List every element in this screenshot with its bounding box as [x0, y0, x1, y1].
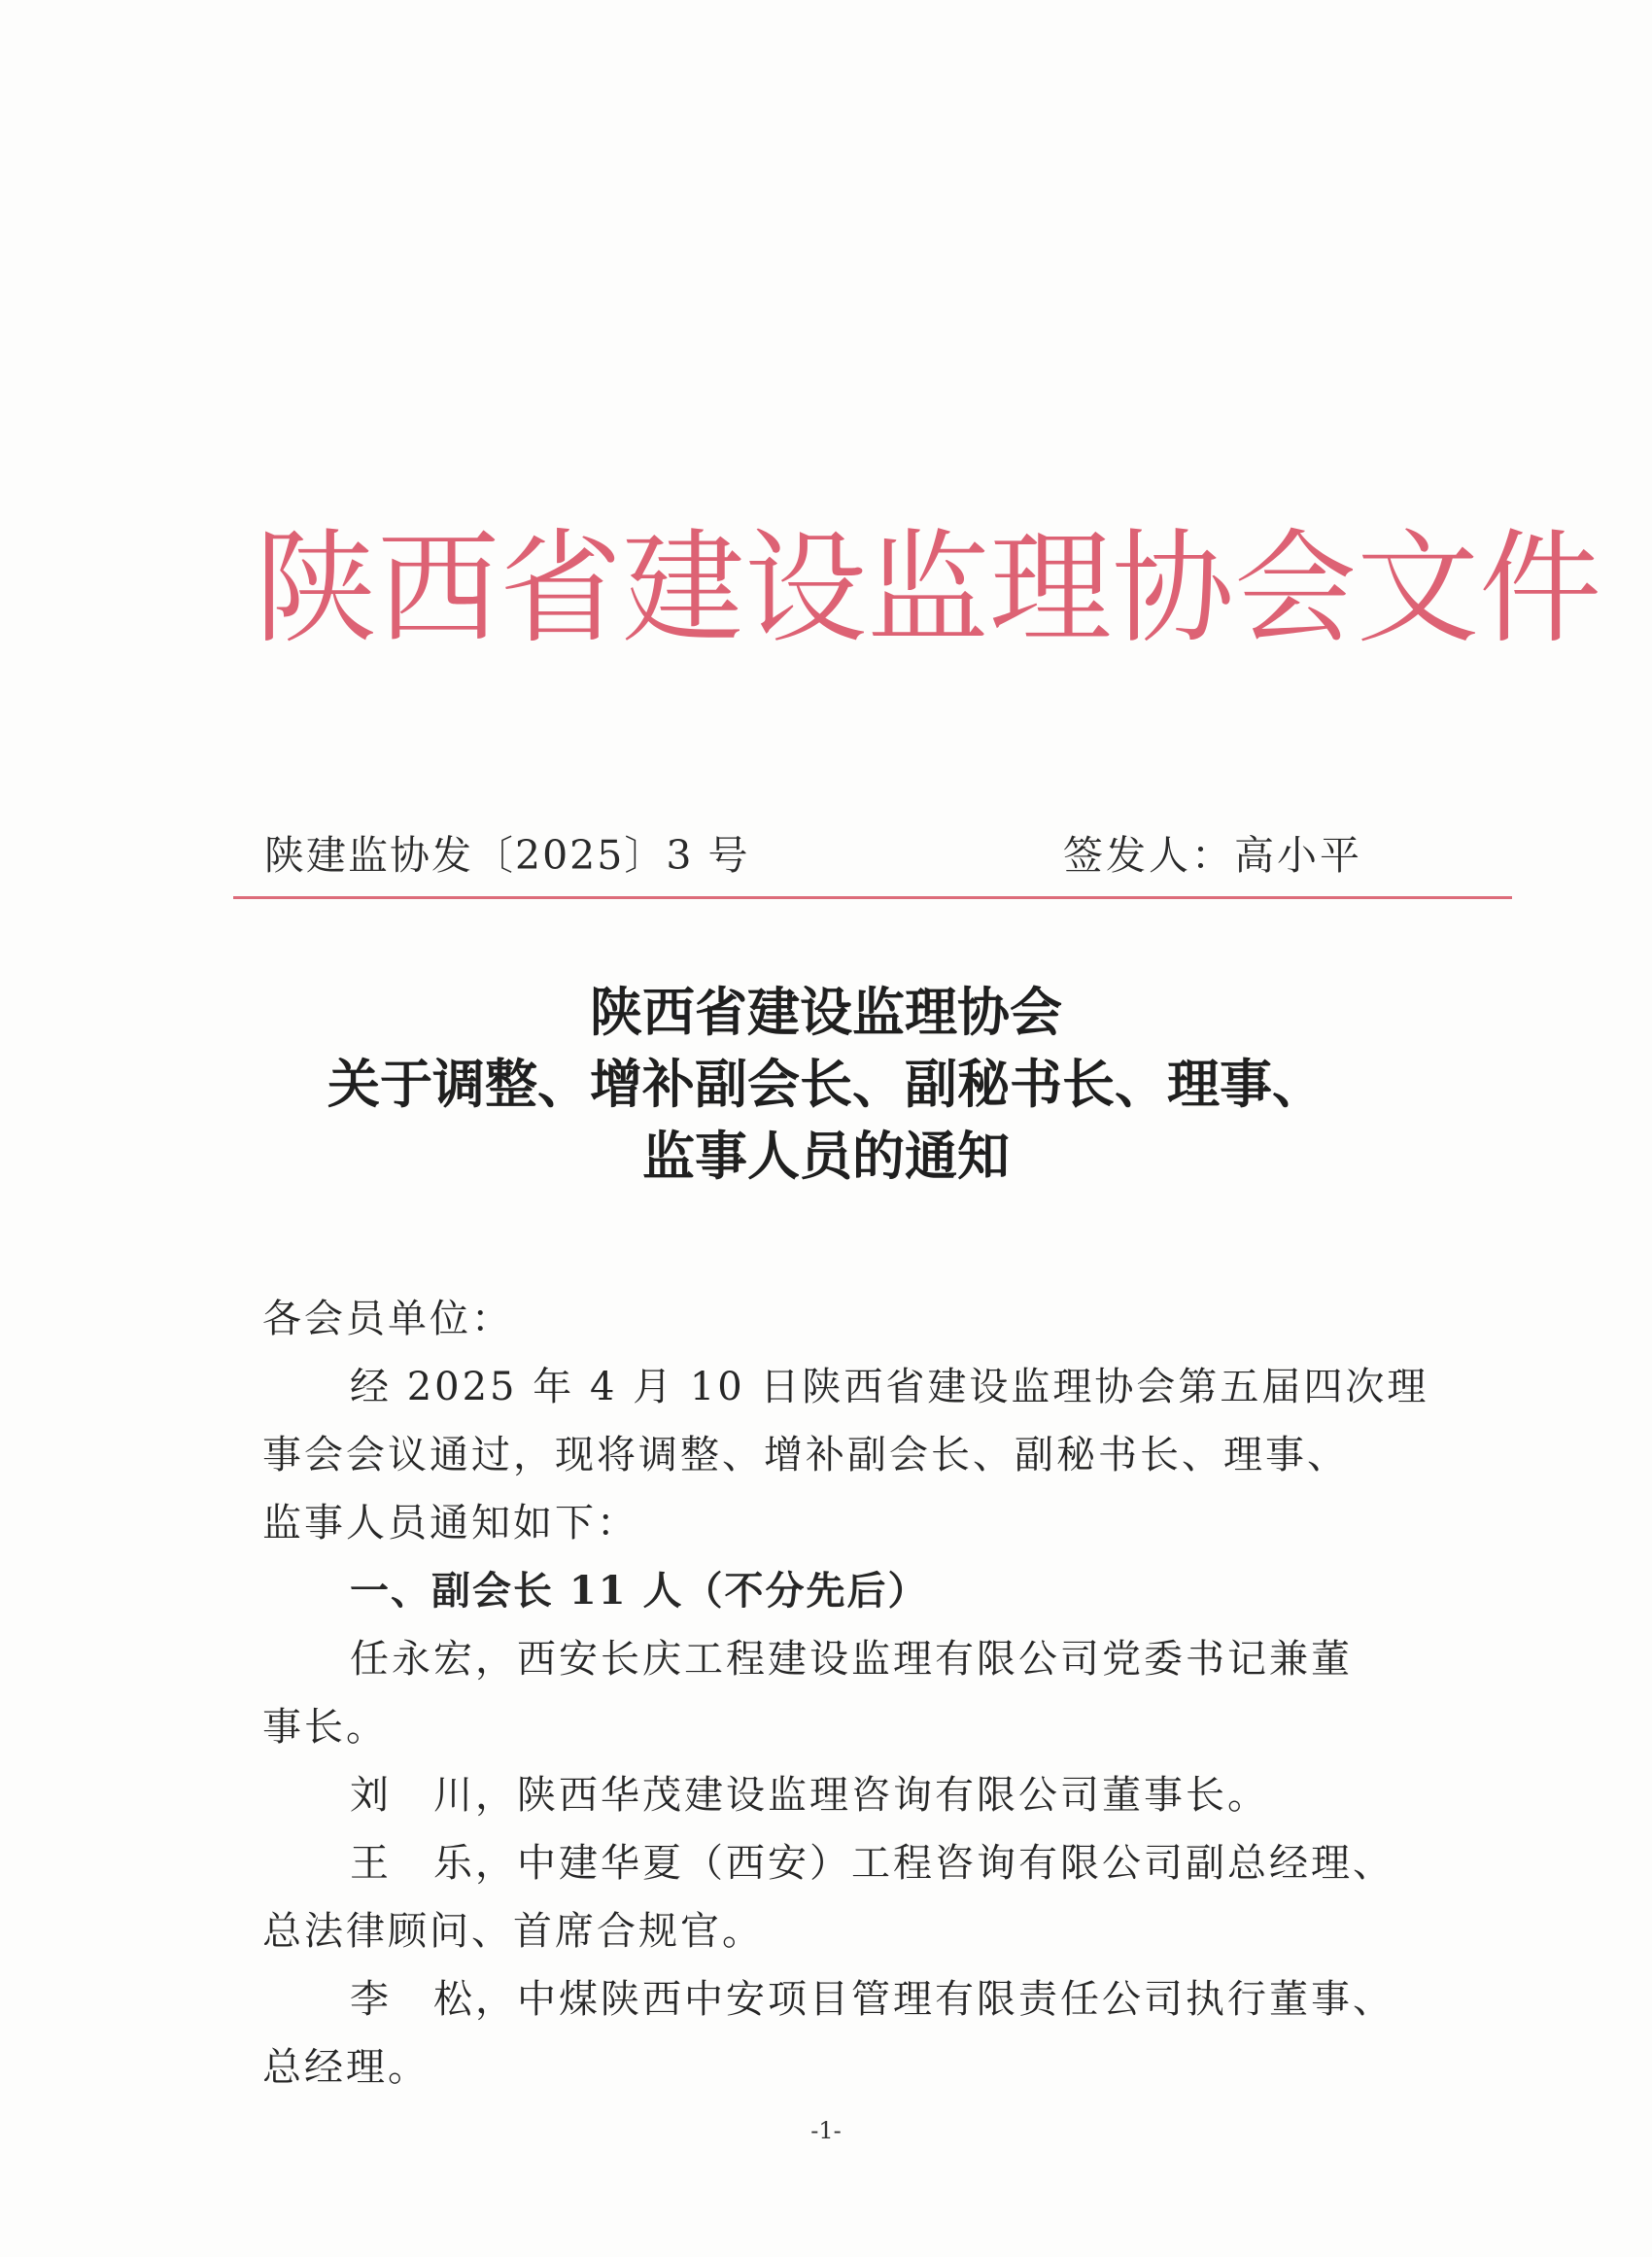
entry-line: 任永宏，西安长庆工程建设监理有限公司党委书记兼董 — [350, 1637, 1353, 1682]
document-number: 陕建监协发〔2025〕3 号 — [264, 832, 750, 879]
masthead-title: 陕西省建设监理协会文件 — [255, 517, 1601, 660]
salutation: 各会员单位： — [262, 1297, 513, 1341]
section-heading: 一、副会长 11 人（不分先后） — [350, 1568, 929, 1614]
intro-line: 经 2025 年 4 月 10 日陕西省建设监理协会第五届四次理 — [350, 1365, 1429, 1409]
document-info-line — [264, 824, 1362, 886]
entry-line: 李 松，中煤陕西中安项目管理有限责任公司执行董事、 — [350, 1977, 1394, 2022]
signer: 签发人：高小平 — [1063, 832, 1362, 879]
entry-line: 总法律顾问、首席合规官。 — [262, 1909, 764, 1954]
page-number: -1- — [810, 2117, 842, 2144]
intro-line: 监事人员通知如下： — [262, 1501, 638, 1545]
title-line-2: 关于调整、增补副会长、副秘书长、理事、 — [327, 1053, 1325, 1115]
entry-line: 王 乐，中建华夏（西安）工程咨询有限公司副总经理、 — [350, 1841, 1394, 1886]
document-body — [262, 1285, 1429, 2101]
entry-line: 刘 川，陕西华茂建设监理咨询有限公司董事长。 — [350, 1773, 1269, 1818]
title-line-3: 监事人员的通知 — [642, 1125, 1010, 1187]
entry-line: 总经理。 — [262, 2045, 430, 2090]
intro-line: 事会会议通过，现将调整、增补副会长、副秘书长、理事、 — [262, 1433, 1349, 1477]
red-separator-line — [233, 896, 1512, 899]
document-title — [224, 976, 1428, 1192]
title-line-1: 陕西省建设监理协会 — [590, 981, 1062, 1043]
entry-line: 事长。 — [262, 1705, 388, 1750]
